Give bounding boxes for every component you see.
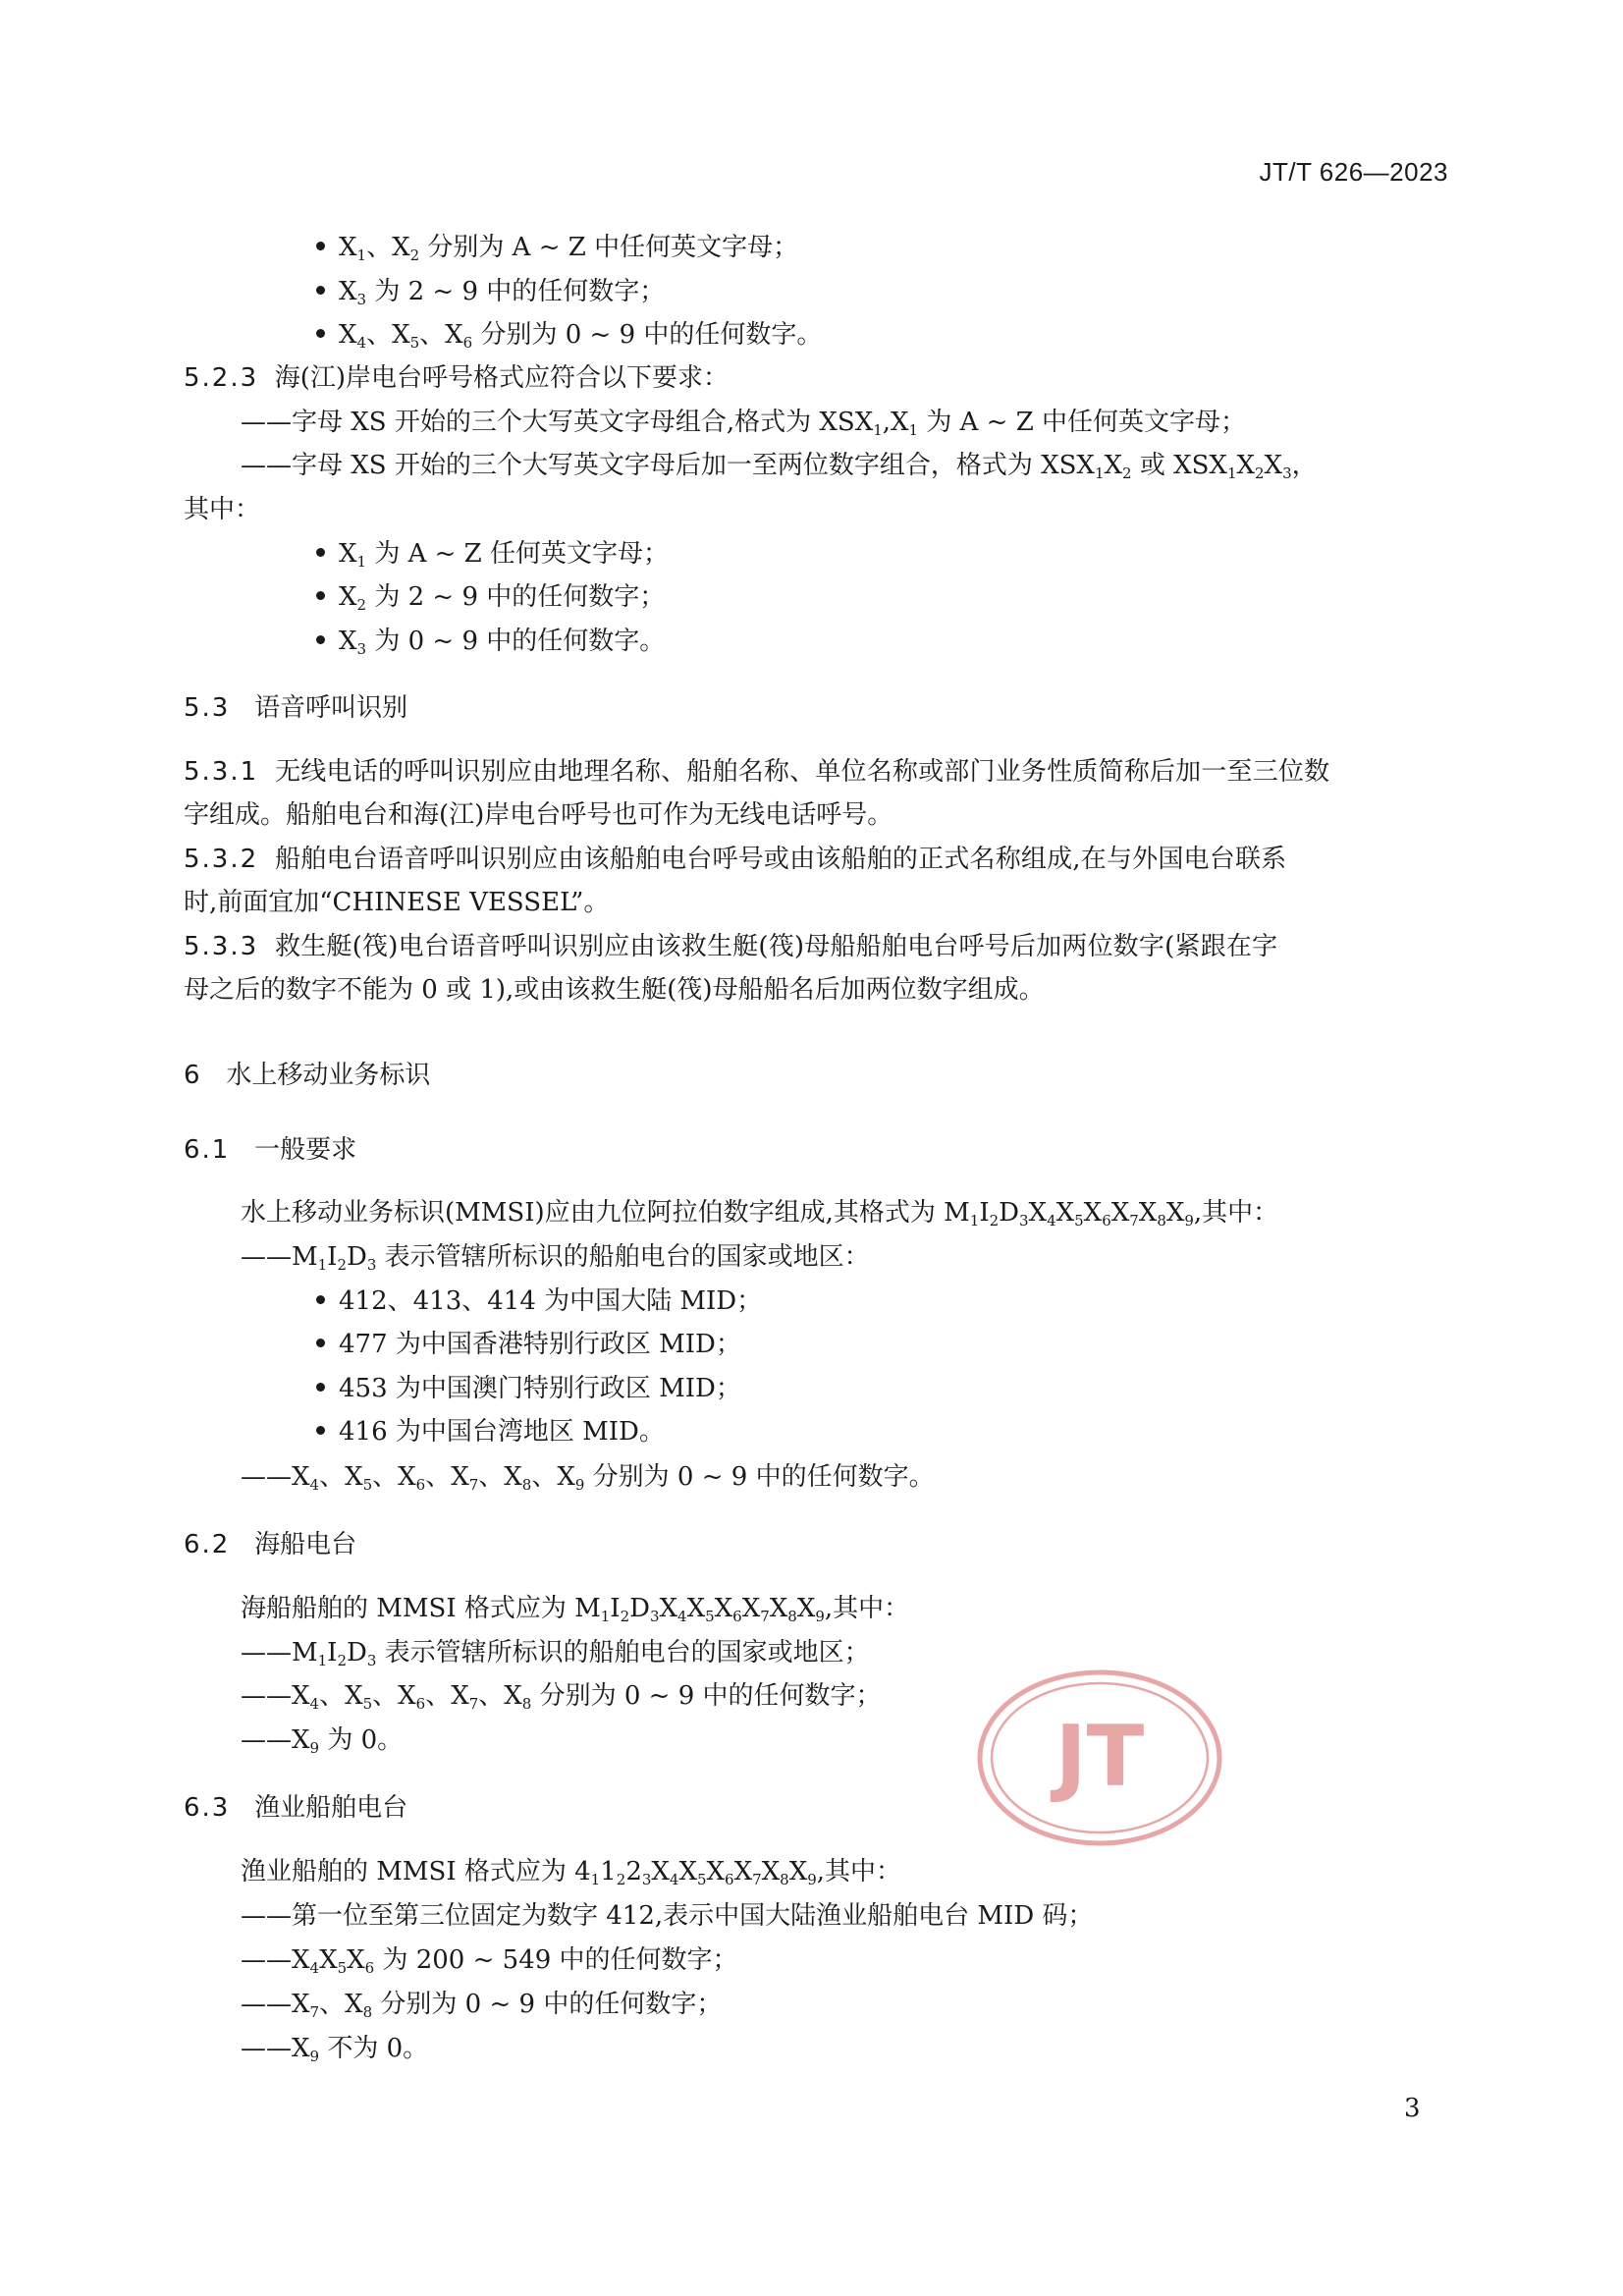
bullet-item: $X_3$ 为 2 ~ 9 中的任何数字； <box>316 277 665 306</box>
paragraph-line: 渔业船舶的 MMSI 格式应为 $4_11_22_3X_4X_5X_6X_7X_8X_9$,其中： <box>241 1857 902 1888</box>
dash-item: ——字母 XS 开始的三个大写英文字母后加一至两位数字组合，格式为 $XSX_1X_2$ 或 $XSX_1X_2X_3$， <box>241 451 1318 482</box>
paragraph-continuation: 其中： <box>184 495 261 524</box>
section-heading-6-1: 6.1 一般要求 <box>184 1135 357 1165</box>
seal-text: JT <box>1055 1708 1145 1806</box>
doc-code-header: JT/T 626—2023 <box>1259 157 1448 187</box>
bullet-icon <box>316 1383 325 1392</box>
dash-item: ——字母 XS 开始的三个大写英文字母组合,格式为 $XSX_1,X_1$ 为 A ~ Z 中任何英文字母； <box>241 408 1247 439</box>
dash-item: $——X_7$、$X_8$ 分别为 0 ~ 9 中的任何数字； <box>241 1990 723 2021</box>
section-heading-5-3: 5.3 语音呼叫识别 <box>184 693 408 723</box>
paragraph-line: 母之后的数字不能为 0 或 1),或由该救生艇(筏)母船船名后加两位数字组成。 <box>184 975 1045 1005</box>
bullet-item: 477 为中国香港特别行政区 MID； <box>316 1330 741 1359</box>
dash-item: $——X_4$、$X_5$、$X_6$、$X_7$、$X_8$、$X_9$ 分别为 0 ~ 9 中的任何数字。 <box>241 1462 935 1494</box>
bullet-icon <box>316 1295 325 1304</box>
dash-item: ——第一位至第三位固定为数字 412,表示中国大陆渔业船舶电台 MID 码； <box>241 1901 1094 1931</box>
section-heading-6-2: 6.2 海船电台 <box>184 1530 357 1559</box>
clause-5-3-1: 5.3.1 无线电话的呼叫识别应由地理名称、船舶名称、单位名称或部门业务性质简称后加一至三位数 <box>184 757 1330 787</box>
dash-item: $——M_1I_2D_3$ 表示管辖所标识的船舶电台的国家或地区； <box>241 1638 870 1669</box>
dash-item: $——X_4$、$X_5$、$X_6$、$X_7$、$X_8$ 分别为 0 ~ 9 中的任何数字； <box>241 1681 882 1713</box>
paragraph-line: 水上移动业务标识(MMSI)应由九位阿拉伯数字组成,其格式为 $M_1I_2D_3X_4X_5X_6X_7X_8X_9$,其中： <box>241 1198 1279 1230</box>
bullet-icon <box>316 1426 325 1435</box>
clause-5-3-2: 5.3.2 船舶电台语音呼叫识别应由该船舶电台呼号或由该船舶的正式名称组成,在与外国电台联系 <box>184 845 1287 874</box>
bullet-item: $X_1$ 为 A ~ Z 任何英文字母； <box>316 539 669 569</box>
jt-seal-watermark-icon <box>977 1669 1222 1846</box>
bullet-icon <box>316 242 325 250</box>
dash-item: $——X_9$ 不为 0。 <box>241 2034 429 2065</box>
paragraph-line: 海船船舶的 MMSI 格式应为 $M_1I_2D_3X_4X_5X_6X_7X_8X_9$,其中： <box>241 1594 910 1625</box>
bullet-item: $X_4$、$X_5$、$X_6$ 分别为 0 ~ 9 中的任何数字。 <box>316 320 822 350</box>
bullet-item: 412、413、414 为中国大陆 MID； <box>316 1286 762 1316</box>
dash-item: $——M_1I_2D_3$ 表示管辖所标识的船舶电台的国家或地区： <box>241 1242 870 1274</box>
section-heading-6-3: 6.3 渔业船舶电台 <box>184 1793 408 1823</box>
bullet-icon <box>316 1339 325 1347</box>
bullet-item: 453 为中国澳门特别行政区 MID； <box>316 1374 741 1403</box>
page-number: 3 <box>1404 2094 1421 2123</box>
bullet-item: $X_3$ 为 0 ~ 9 中的任何数字。 <box>316 627 665 656</box>
chapter-heading-6: 6 水上移动业务标识 <box>184 1061 431 1090</box>
bullet-icon <box>316 286 325 295</box>
bullet-item: $X_1$、$X_2$ 分别为 A ~ Z 中任何英文字母； <box>316 233 798 262</box>
bullet-icon <box>316 548 325 557</box>
bullet-icon <box>316 591 325 600</box>
dash-item: $——X_4X_5X_6$ 为 200 ~ 549 中的任何数字； <box>241 1945 738 1977</box>
clause-5-3-3: 5.3.3 救生艇(筏)电台语音呼叫识别应由该救生艇(筏)母船船舶电台呼号后加两位数字(紧跟在字 <box>184 932 1278 961</box>
bullet-item: 416 为中国台湾地区 MID。 <box>316 1417 665 1447</box>
clause-5-2-3: 5.2.3 海(江)岸电台呼号格式应符合以下要求： <box>184 363 729 393</box>
dash-item: $——X_9$ 为 0。 <box>241 1725 404 1757</box>
bullet-icon <box>316 635 325 644</box>
bullet-icon <box>316 329 325 338</box>
bullet-item: $X_2$ 为 2 ~ 9 中的任何数字； <box>316 582 665 612</box>
paragraph-line: 字组成。船舶电台和海(江)岸电台呼号也可作为无线电话呼号。 <box>184 800 893 830</box>
paragraph-line: 时,前面宜加“CHINESE VESSEL”。 <box>184 888 610 917</box>
